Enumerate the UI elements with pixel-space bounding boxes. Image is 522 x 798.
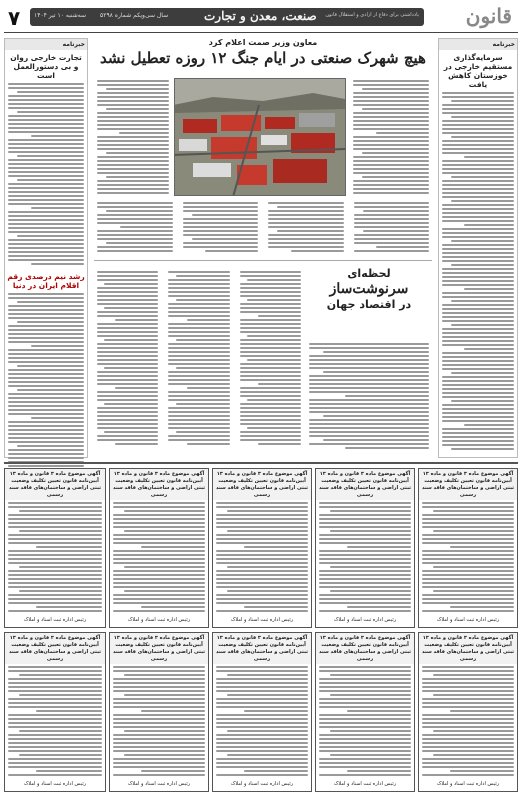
right-column-title: سرمایه‌گذاری مستقیم خارجی در خوزستان کاهش یافت (443, 53, 513, 89)
page-header (4, 4, 518, 30)
industrial-park-image (174, 79, 345, 196)
notice-title: آگهی موضوع ماده ۳ قانون و ماده ۱۳ آیین‌نامه قانون تعیین تکلیف وضعیت ثبتی اراضی و ساختمان‌های فاقد سند رسمی (316, 469, 414, 500)
notice-signature: رئیس اداره ثبت اسناد و املاک (127, 781, 191, 787)
lead-text-right (350, 78, 432, 198)
notice-signature: رئیس اداره ثبت اسناد و املاک (333, 781, 397, 787)
secondary-headline-line-3: در اقتصاد جهان (326, 298, 412, 311)
left-column-subtitle: رشد نیم درصدی رقم اقلام ایران در دنیا (7, 272, 85, 290)
legal-notice (212, 468, 312, 628)
legal-notice (109, 632, 209, 792)
legal-notice (109, 468, 209, 628)
left-column (4, 38, 88, 458)
left-column-label: خبرنامه (5, 39, 87, 50)
legal-notice (315, 468, 415, 628)
newspaper-logo: قانون (465, 4, 512, 28)
notice-title: آگهی موضوع ماده ۳ قانون و ماده ۱۳ آیین‌نامه قانون تعیین تکلیف وضعیت ثبتی اراضی و ساختمان‌های فاقد سند رسمی (419, 633, 517, 664)
notice-signature: رئیس اداره ثبت اسناد و املاک (23, 781, 87, 787)
secondary-headline-line-1: لحظه‌ای (347, 267, 391, 280)
secondary-text-under (306, 341, 432, 453)
legal-notice (418, 468, 518, 628)
header-rule (4, 32, 518, 33)
left-column-title: تجارت خارجی روان و بی دستورالعمل است (10, 53, 82, 80)
notice-title: آگهی موضوع ماده ۳ قانون و ماده ۱۳ آیین‌نامه قانون تعیین تکلیف وضعیت ثبتی اراضی و ساختمان‌های فاقد سند رسمی (316, 633, 414, 664)
lead-text-left (94, 78, 172, 198)
notice-signature: رئیس اداره ثبت اسناد و املاک (23, 617, 87, 623)
notice-signature: رئیس اداره ثبت اسناد و املاک (333, 617, 397, 623)
notice-title: آگهی موضوع ماده ۳ قانون و ماده ۱۳ آیین‌نامه قانون تعیین تکلیف وضعیت ثبتی اراضی و ساختمان‌های فاقد سند رسمی (110, 633, 208, 664)
industrial-park-photo (174, 78, 346, 196)
legal-notice (4, 632, 106, 792)
legal-notice (4, 468, 106, 628)
tagline: یادداشتی برای دفاع از آزادی و استقلال قانون (325, 12, 419, 18)
lead-story (94, 34, 432, 256)
notice-signature: رئیس اداره ثبت اسناد و املاک (230, 617, 294, 623)
notice-title: آگهی موضوع ماده ۳ قانون و ماده ۱۳ آیین‌نامه قانون تعیین تکلیف وضعیت ثبتی اراضی و ساختمان‌های فاقد سند رسمی (213, 633, 311, 664)
lead-headline: هیچ شهرک صنعتی در ایام جنگ ۱۲ روزه تعطیل نشد (100, 49, 426, 67)
secondary-text-columns (94, 269, 304, 449)
right-column (438, 38, 518, 458)
notice-signature: رئیس اداره ثبت اسناد و املاک (230, 781, 294, 787)
notice-signature: رئیس اداره ثبت اسناد و املاک (127, 617, 191, 623)
notice-title: آگهی موضوع ماده ۳ قانون و ماده ۱۳ آیین‌نامه قانون تعیین تکلیف وضعیت ثبتی اراضی و ساختمان‌های فاقد سند رسمی (5, 633, 105, 664)
secondary-story (94, 260, 432, 458)
notice-signature: رئیس اداره ثبت اسناد و املاک (436, 781, 500, 787)
notice-title: آگهی موضوع ماده ۳ قانون و ماده ۱۳ آیین‌نامه قانون تعیین تکلیف وضعیت ثبتی اراضی و ساختمان‌های فاقد سند رسمی (419, 469, 517, 500)
right-column-label: خبرنامه (439, 39, 517, 50)
issue-date: سه‌شنبه ۱۰ تیر ۱۴۰۴ (34, 12, 86, 19)
secondary-headline-box (306, 267, 432, 311)
secondary-headline-line-2: سرنوشت‌ساز (329, 281, 409, 297)
legal-notice (315, 632, 415, 792)
page-number: ۷ (8, 6, 21, 30)
notice-title: آگهی موضوع ماده ۳ قانون و ماده ۱۳ آیین‌نامه قانون تعیین تکلیف وضعیت ثبتی اراضی و ساختمان‌های فاقد سند رسمی (110, 469, 208, 500)
notice-signature: رئیس اداره ثبت اسناد و املاک (436, 617, 500, 623)
right-column-text (439, 90, 517, 454)
legal-notice (212, 632, 312, 792)
left-column-text-1 (5, 81, 87, 269)
section-title: صنعت، معدن و تجارت (204, 9, 317, 23)
lead-kicker: معاون وزیر صمت اعلام کرد (208, 38, 318, 47)
legal-notices-section (4, 462, 518, 794)
notice-title: آگهی موضوع ماده ۳ قانون و ماده ۱۳ آیین‌نامه قانون تعیین تکلیف وضعیت ثبتی اراضی و ساختمان‌های فاقد سند رسمی (5, 469, 105, 500)
legal-notice (418, 632, 518, 792)
notice-title: آگهی موضوع ماده ۳ قانون و ماده ۱۳ آیین‌نامه قانون تعیین تکلیف وضعیت ثبتی اراضی و ساختمان‌های فاقد سند رسمی (213, 469, 311, 500)
issue-info: سال سی‌ویکم شماره ۵۲۹۸ (100, 12, 169, 19)
lead-text-bottom (94, 200, 432, 256)
